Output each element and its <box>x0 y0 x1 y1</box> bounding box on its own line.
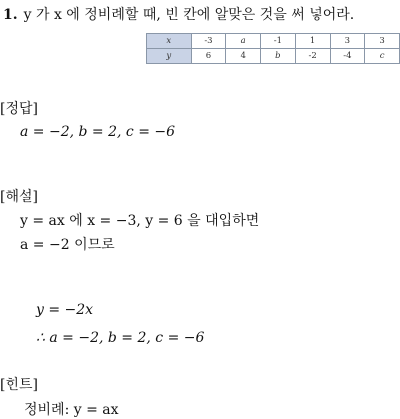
table-cell: a <box>226 34 261 49</box>
table-cell: -2 <box>295 49 330 64</box>
table-cell: 1 <box>295 34 330 49</box>
table-cell: -3 <box>191 34 226 49</box>
answer-line: a = −2, b = 2, c = −6 <box>20 124 176 140</box>
table-row-x <box>147 34 400 49</box>
table-cell: b <box>261 49 296 64</box>
problem-statement <box>3 4 354 24</box>
table-cell: 4 <box>226 49 261 64</box>
hint-tag: [힌트] <box>0 377 38 393</box>
table-cell: 3 <box>365 34 400 49</box>
explanation-line-1: y = ax 에 x = −3, y = 6 을 대입하면 <box>20 213 260 229</box>
explanation-conclusion: ∴ a = −2, b = 2, c = −6 <box>36 330 205 346</box>
explanation-line-2: a = −2 이므로 <box>20 237 115 253</box>
hint-line: 정비례: y = ax <box>24 402 119 418</box>
problem-number: 1. <box>3 7 18 23</box>
table-cell: c <box>365 49 400 64</box>
table-row-y <box>147 49 400 64</box>
explanation-line-3: y = −2x <box>36 302 94 318</box>
answer-tag: [정답] <box>0 101 38 117</box>
table-cell: 3 <box>330 34 365 49</box>
table-cell: 6 <box>191 49 226 64</box>
value-table <box>146 33 400 64</box>
table-cell: -4 <box>330 49 365 64</box>
problem-text: y 가 x 에 정비례할 때, 빈 칸에 알맞은 것을 써 넣어라. <box>23 7 355 23</box>
table-header-x: x <box>147 34 192 49</box>
explanation-tag: [해설] <box>0 189 38 205</box>
table-header-y: y <box>147 49 192 64</box>
table-cell: -1 <box>261 34 296 49</box>
